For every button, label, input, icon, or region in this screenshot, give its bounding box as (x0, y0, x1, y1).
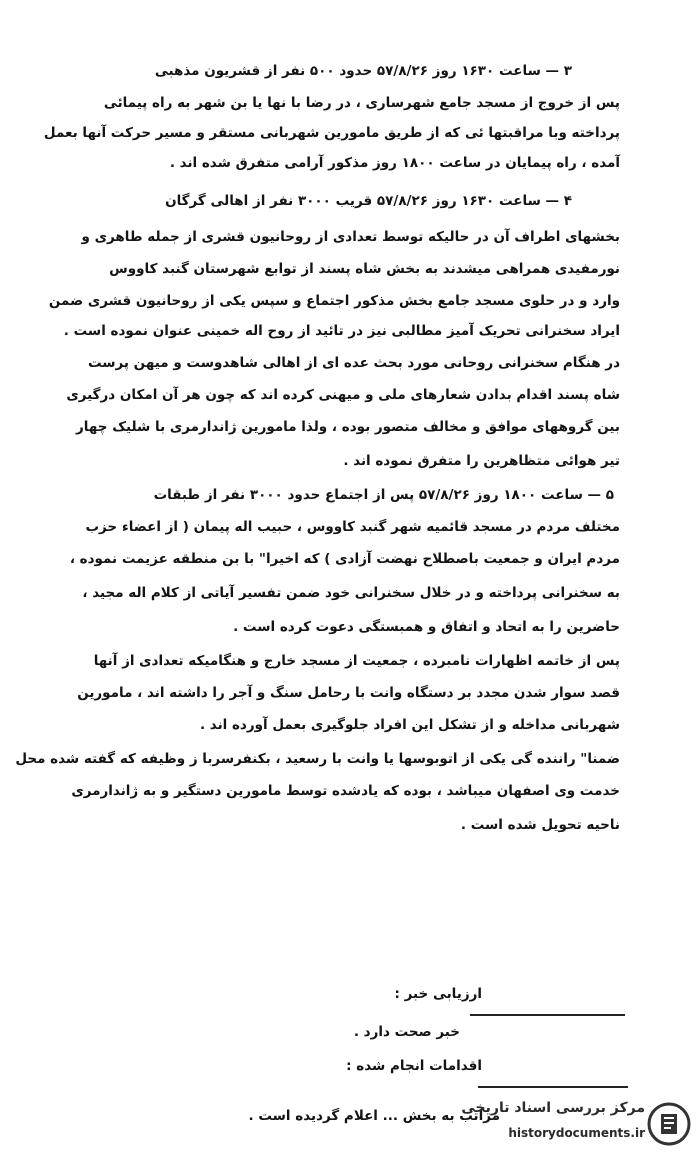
body-line: مختلف مردم در مسجد قائمیه شهر گنبد کاووس ، حبیب اله پیمان ( از اعضاء حزب (85, 519, 620, 535)
body-line: وارد و در حلوی مسجد جامع بخش مذکور اجتماع و سپس یکی از روحانیون قشری ضمن (48, 293, 620, 309)
body-line: حاضرین را به اتحاد و اتفاق و همبستگی دعوت کرده است . (233, 619, 620, 635)
item-text: ساعت ۱۸۰۰ روز ۵۷/۸/۲۶ پس از اجتماع حدود ۳۰۰۰ نفر از طبقات (153, 487, 583, 503)
evaluation-rule (470, 1014, 625, 1016)
evaluation-label: ارزیابی خبر : (394, 986, 482, 1002)
body-line: آمده ، راه پیمایان در ساعت ۱۸۰۰ روز مذکور آرامی متفرق شده اند . (169, 155, 620, 171)
item-text: ساعت ۱۶۳۰ روز ۵۷/۸/۲۶ حدود ۵۰۰ نفر از قشریون مذهبی (154, 63, 541, 79)
item-4-heading: ۴ — ساعت ۱۶۳۰ روز ۵۷/۸/۲۶ قریب ۳۰۰۰ نفر از اهالی گرگان (165, 193, 572, 209)
body-line: نورمفیدی همراهی میشدند به بخش شاه پسند از توابع شهرستان گنبد کاووس (109, 261, 620, 277)
archive-watermark (461, 1098, 695, 1150)
item-text: ساعت ۱۶۳۰ روز ۵۷/۸/۲۶ قریب ۳۰۰۰ نفر از اهالی گرگان (165, 193, 541, 209)
item-number: ۳ (563, 63, 572, 79)
body-line: مردم ایران و جمعیت باصطلاح نهضت آزادی ) که اخیرا" با بن منطقه عزیمت نموده ، (69, 551, 620, 567)
body-line: در هنگام سخنرانی روحانی مورد بحث عده ای از اهالی شاهدوست و میهن پرست (87, 355, 620, 371)
body-line: شهربانی مداخله و از تشکل این افراد جلوگیری بعمل آورده اند . (199, 717, 620, 733)
watermark-name: مرکز بررسی اسناد تاریخی (461, 1100, 645, 1116)
watermark-url: historydocuments.ir (508, 1126, 645, 1140)
actions-label: اقدامات انجام شده : (346, 1058, 482, 1074)
body-line: پس از خاتمه اظهارات نامبرده ، جمعیت از مسجد خارج و هنگامیکه تعدادی از آنها (93, 653, 620, 669)
body-line: بخشهای اطراف آن در حالیکه توسط تعدادی از روحانیون قشری از جمله طاهری و (81, 229, 620, 245)
body-line: ناحیه تحویل شده است . (460, 817, 620, 833)
body-line: خدمت وی اصفهان میباشد ، بوده که یادشده توسط مامورین دستگیر و به ژاندارمری (71, 783, 620, 799)
body-line: شاه پسند اقدام بدادن شعارهای ملی و میهنی کرده اند که چون هر آن امکان درگیری (66, 387, 620, 403)
body-line: پس از خروج از مسجد جامع شهرساری ، در رضا با نها یا بن شهر به راه پیمائی (103, 95, 620, 111)
body-line: قصد سوار شدن مجدد بر دستگاه وانت با رحامل سنگ و آجر را داشته اند ، مامورین (77, 685, 620, 701)
item-5-heading: ۵ — ساعت ۱۸۰۰ روز ۵۷/۸/۲۶ پس از اجتماع حدود ۳۰۰۰ نفر از طبقات (153, 487, 614, 503)
body-line: ایراد سخنرانی تحریک آمیز مطالبی نیز در تائید از روح اله خمینی عنوان نموده است . (63, 323, 620, 339)
body-line: پرداخته وبا مراقبتها ئی که از طریق مامورین شهربانی مستقر و مسیر حرکت آنها بعمل (43, 125, 620, 141)
item-3-heading: ۳ — ساعت ۱۶۳۰ روز ۵۷/۸/۲۶ حدود ۵۰۰ نفر از قشریون مذهبی (154, 63, 572, 79)
item-number: ۴ (563, 193, 572, 209)
archive-logo-icon (647, 1102, 691, 1146)
closing-line: مراتب به بخش ... اعلام گردیده است . (248, 1108, 500, 1124)
body-line: تیر هوائی متظاهرین را متفرق نموده اند . (343, 453, 620, 469)
item-number: ۵ (605, 487, 614, 503)
body-line: به سخنرانی پرداخته و در خلال سخنرانی خود ضمن تفسیر آیاتی از کلام اله مجید ، (82, 585, 620, 601)
body-line: ضمنا" راننده گی یکی از اتوبوسها یا وانت با رسعید ، بکنفرسربا ز وظیفه که گفته شده محل (15, 751, 620, 767)
actions-rule (478, 1086, 628, 1088)
evaluation-value: خبر صحت دارد . (353, 1024, 460, 1040)
body-line: بین گروههای موافق و مخالف متصور بوده ، ولذا مامورین ژاندارمری با شلیک چهار (76, 419, 620, 435)
